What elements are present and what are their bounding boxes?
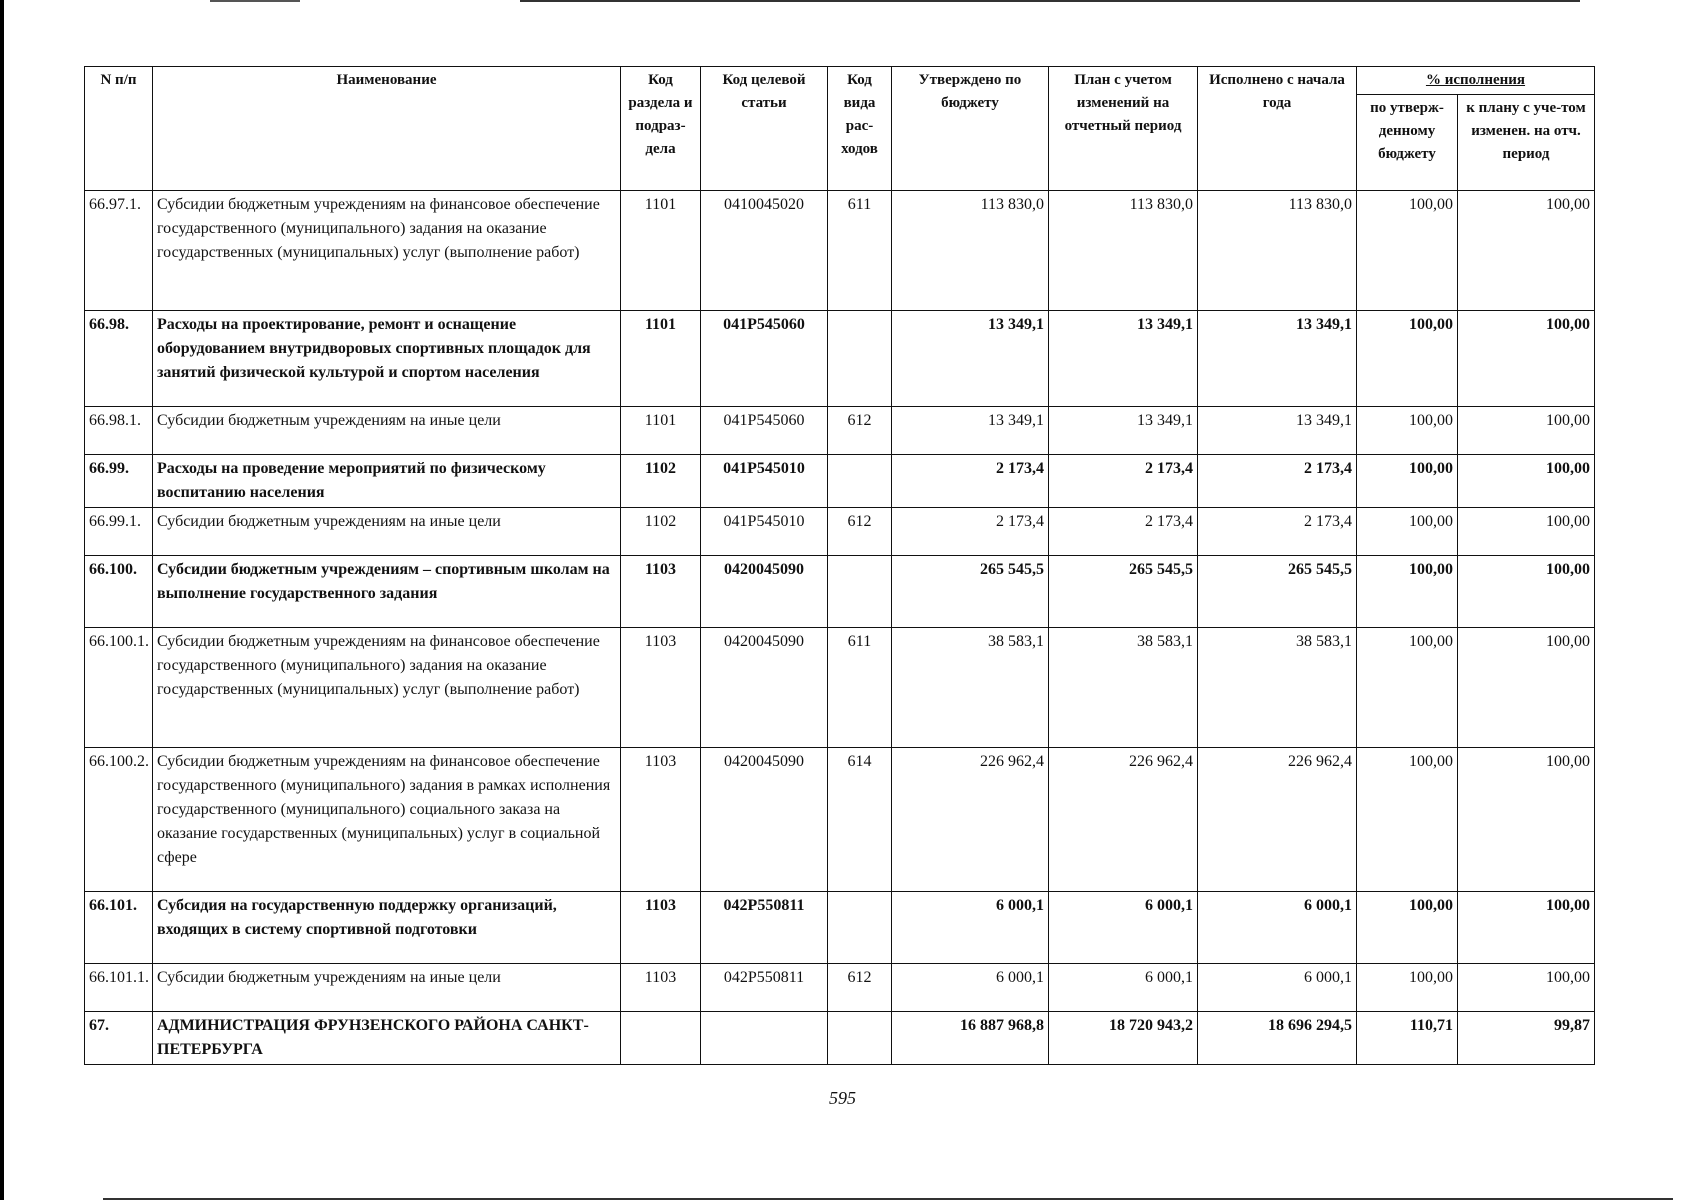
row-section-code: 1103 bbox=[621, 628, 701, 748]
row-approved: 6 000,1 bbox=[892, 964, 1049, 1012]
header-target-code: Код целевой статьи bbox=[701, 67, 828, 191]
row-section-code: 1101 bbox=[621, 311, 701, 407]
row-name: Расходы на проведение мероприятий по физическому воспитанию населения bbox=[153, 455, 621, 508]
row-section-code: 1103 bbox=[621, 748, 701, 892]
row-expense-type-code: 611 bbox=[828, 628, 892, 748]
row-section-code: 1102 bbox=[621, 508, 701, 556]
header-name: Наименование bbox=[153, 67, 621, 191]
row-executed: 18 696 294,5 bbox=[1198, 1012, 1357, 1065]
row-expense-type-code bbox=[828, 892, 892, 964]
header-plan: План с учетом изменений на отчетный период bbox=[1049, 67, 1198, 191]
header-percent-group: % исполнения bbox=[1357, 67, 1595, 95]
row-pct-budget: 100,00 bbox=[1357, 407, 1458, 455]
header-expense-type-code: Код вида рас-ходов bbox=[828, 67, 892, 191]
header-num: N п/п bbox=[85, 67, 153, 191]
row-pct-plan: 100,00 bbox=[1458, 892, 1595, 964]
row-target-code: 0410045020 bbox=[701, 191, 828, 311]
row-pct-plan: 100,00 bbox=[1458, 191, 1595, 311]
row-pct-plan: 100,00 bbox=[1458, 556, 1595, 628]
row-approved: 2 173,4 bbox=[892, 508, 1049, 556]
row-target-code: 0420045090 bbox=[701, 556, 828, 628]
top-rule-short bbox=[210, 0, 300, 2]
row-pct-plan: 100,00 bbox=[1458, 748, 1595, 892]
row-name: Субсидии бюджетным учреждениям – спортивным школам на выполнение государственного задания bbox=[153, 556, 621, 628]
row-name: Субсидии бюджетным учреждениям на иные цели bbox=[153, 964, 621, 1012]
header-section-code: Код раздела и подраз-дела bbox=[621, 67, 701, 191]
row-pct-budget: 100,00 bbox=[1357, 191, 1458, 311]
row-pct-budget: 100,00 bbox=[1357, 892, 1458, 964]
row-executed: 6 000,1 bbox=[1198, 964, 1357, 1012]
row-pct-budget: 100,00 bbox=[1357, 311, 1458, 407]
row-name: Субсидии бюджетным учреждениям на финансовое обеспечение государственного (муниципального) задания на оказание государственных (муниципальных) услуг (выполнение работ) bbox=[153, 628, 621, 748]
row-target-code: 041P545010 bbox=[701, 508, 828, 556]
row-plan: 226 962,4 bbox=[1049, 748, 1198, 892]
row-plan: 13 349,1 bbox=[1049, 407, 1198, 455]
row-number: 66.101.1. bbox=[85, 964, 153, 1012]
row-plan: 2 173,4 bbox=[1049, 455, 1198, 508]
row-approved: 38 583,1 bbox=[892, 628, 1049, 748]
row-number: 66.99.1. bbox=[85, 508, 153, 556]
row-target-code bbox=[701, 1012, 828, 1065]
row-executed: 2 173,4 bbox=[1198, 508, 1357, 556]
row-pct-plan: 99,87 bbox=[1458, 1012, 1595, 1065]
row-executed: 2 173,4 bbox=[1198, 455, 1357, 508]
row-name: АДМИНИСТРАЦИЯ ФРУНЗЕНСКОГО РАЙОНА САНКТ-ПЕТЕРБУРГА bbox=[153, 1012, 621, 1065]
header-executed: Исполнено с начала года bbox=[1198, 67, 1357, 191]
row-expense-type-code: 612 bbox=[828, 964, 892, 1012]
row-expense-type-code: 612 bbox=[828, 508, 892, 556]
row-expense-type-code: 614 bbox=[828, 748, 892, 892]
row-section-code: 1101 bbox=[621, 191, 701, 311]
row-number: 66.98.1. bbox=[85, 407, 153, 455]
row-name: Субсидии бюджетным учреждениям на финансовое обеспечение государственного (муниципального) задания в рамках исполнения государственного (муниципального) социального заказа на оказание государственных (муниципальных) услуг в социальной сфере bbox=[153, 748, 621, 892]
row-plan: 38 583,1 bbox=[1049, 628, 1198, 748]
row-target-code: 0420045090 bbox=[701, 748, 828, 892]
row-approved: 16 887 968,8 bbox=[892, 1012, 1049, 1065]
row-target-code: 041P545060 bbox=[701, 311, 828, 407]
row-target-code: 042P550811 bbox=[701, 964, 828, 1012]
scan-left-edge bbox=[0, 0, 4, 1200]
row-pct-plan: 100,00 bbox=[1458, 407, 1595, 455]
table-row bbox=[85, 191, 1595, 311]
row-number: 66.100.1. bbox=[85, 628, 153, 748]
row-plan: 13 349,1 bbox=[1049, 311, 1198, 407]
row-section-code: 1103 bbox=[621, 892, 701, 964]
row-section-code: 1101 bbox=[621, 407, 701, 455]
row-pct-plan: 100,00 bbox=[1458, 311, 1595, 407]
row-approved: 113 830,0 bbox=[892, 191, 1049, 311]
row-pct-budget: 100,00 bbox=[1357, 508, 1458, 556]
row-pct-plan: 100,00 bbox=[1458, 628, 1595, 748]
header-pct-budget: по утверж-денному бюджету bbox=[1357, 95, 1458, 191]
row-executed: 6 000,1 bbox=[1198, 892, 1357, 964]
row-plan: 2 173,4 bbox=[1049, 508, 1198, 556]
row-plan: 6 000,1 bbox=[1049, 892, 1198, 964]
row-section-code: 1103 bbox=[621, 556, 701, 628]
table-row bbox=[85, 311, 1595, 407]
table-row bbox=[85, 455, 1595, 508]
row-section-code bbox=[621, 1012, 701, 1065]
row-approved: 226 962,4 bbox=[892, 748, 1049, 892]
row-approved: 6 000,1 bbox=[892, 892, 1049, 964]
row-section-code: 1102 bbox=[621, 455, 701, 508]
row-target-code: 041P545010 bbox=[701, 455, 828, 508]
row-target-code: 041P545060 bbox=[701, 407, 828, 455]
row-approved: 2 173,4 bbox=[892, 455, 1049, 508]
row-expense-type-code bbox=[828, 1012, 892, 1065]
row-number: 66.99. bbox=[85, 455, 153, 508]
row-number: 66.100. bbox=[85, 556, 153, 628]
row-pct-budget: 100,00 bbox=[1357, 748, 1458, 892]
row-plan: 6 000,1 bbox=[1049, 964, 1198, 1012]
row-name: Субсидии бюджетным учреждениям на иные цели bbox=[153, 407, 621, 455]
row-number: 67. bbox=[85, 1012, 153, 1065]
row-plan: 18 720 943,2 bbox=[1049, 1012, 1198, 1065]
row-pct-budget: 100,00 bbox=[1357, 628, 1458, 748]
row-pct-budget: 100,00 bbox=[1357, 556, 1458, 628]
row-pct-plan: 100,00 bbox=[1458, 455, 1595, 508]
row-number: 66.101. bbox=[85, 892, 153, 964]
table-row bbox=[85, 628, 1595, 748]
table-row bbox=[85, 1012, 1595, 1065]
row-target-code: 0420045090 bbox=[701, 628, 828, 748]
table-row bbox=[85, 508, 1595, 556]
row-pct-budget: 100,00 bbox=[1357, 455, 1458, 508]
row-expense-type-code bbox=[828, 455, 892, 508]
row-executed: 265 545,5 bbox=[1198, 556, 1357, 628]
row-name: Субсидии бюджетным учреждениям на финансовое обеспечение государственного (муниципального) задания на оказание государственных (муниципальных) услуг (выполнение работ) bbox=[153, 191, 621, 311]
row-target-code: 042P550811 bbox=[701, 892, 828, 964]
row-executed: 38 583,1 bbox=[1198, 628, 1357, 748]
row-approved: 265 545,5 bbox=[892, 556, 1049, 628]
row-executed: 13 349,1 bbox=[1198, 311, 1357, 407]
top-rule bbox=[520, 0, 1580, 2]
row-number: 66.98. bbox=[85, 311, 153, 407]
header-approved: Утверждено по бюджету bbox=[892, 67, 1049, 191]
row-section-code: 1103 bbox=[621, 964, 701, 1012]
row-approved: 13 349,1 bbox=[892, 311, 1049, 407]
row-number: 66.97.1. bbox=[85, 191, 153, 311]
row-pct-budget: 110,71 bbox=[1357, 1012, 1458, 1065]
row-approved: 13 349,1 bbox=[892, 407, 1049, 455]
row-executed: 13 349,1 bbox=[1198, 407, 1357, 455]
table-row bbox=[85, 964, 1595, 1012]
row-expense-type-code: 611 bbox=[828, 191, 892, 311]
row-executed: 113 830,0 bbox=[1198, 191, 1357, 311]
page-number: 595 bbox=[829, 1088, 856, 1108]
row-name: Субсидии бюджетным учреждениям на иные цели bbox=[153, 508, 621, 556]
row-expense-type-code: 612 bbox=[828, 407, 892, 455]
row-pct-budget: 100,00 bbox=[1357, 964, 1458, 1012]
table-row bbox=[85, 892, 1595, 964]
row-plan: 265 545,5 bbox=[1049, 556, 1198, 628]
row-plan: 113 830,0 bbox=[1049, 191, 1198, 311]
row-executed: 226 962,4 bbox=[1198, 748, 1357, 892]
row-expense-type-code bbox=[828, 556, 892, 628]
row-name: Расходы на проектирование, ремонт и оснащение оборудованием внутридворовых спортивных площадок для занятий физической культурой и спортом населения bbox=[153, 311, 621, 407]
row-expense-type-code bbox=[828, 311, 892, 407]
header-pct-plan: к плану с уче-том изменен. на отч. период bbox=[1458, 95, 1595, 191]
row-name: Субсидия на государственную поддержку организаций, входящих в систему спортивной подготовки bbox=[153, 892, 621, 964]
table-row bbox=[85, 407, 1595, 455]
table-row bbox=[85, 748, 1595, 892]
table-row bbox=[85, 556, 1595, 628]
row-pct-plan: 100,00 bbox=[1458, 508, 1595, 556]
row-pct-plan: 100,00 bbox=[1458, 964, 1595, 1012]
budget-execution-table bbox=[84, 66, 1595, 1065]
row-number: 66.100.2. bbox=[85, 748, 153, 892]
